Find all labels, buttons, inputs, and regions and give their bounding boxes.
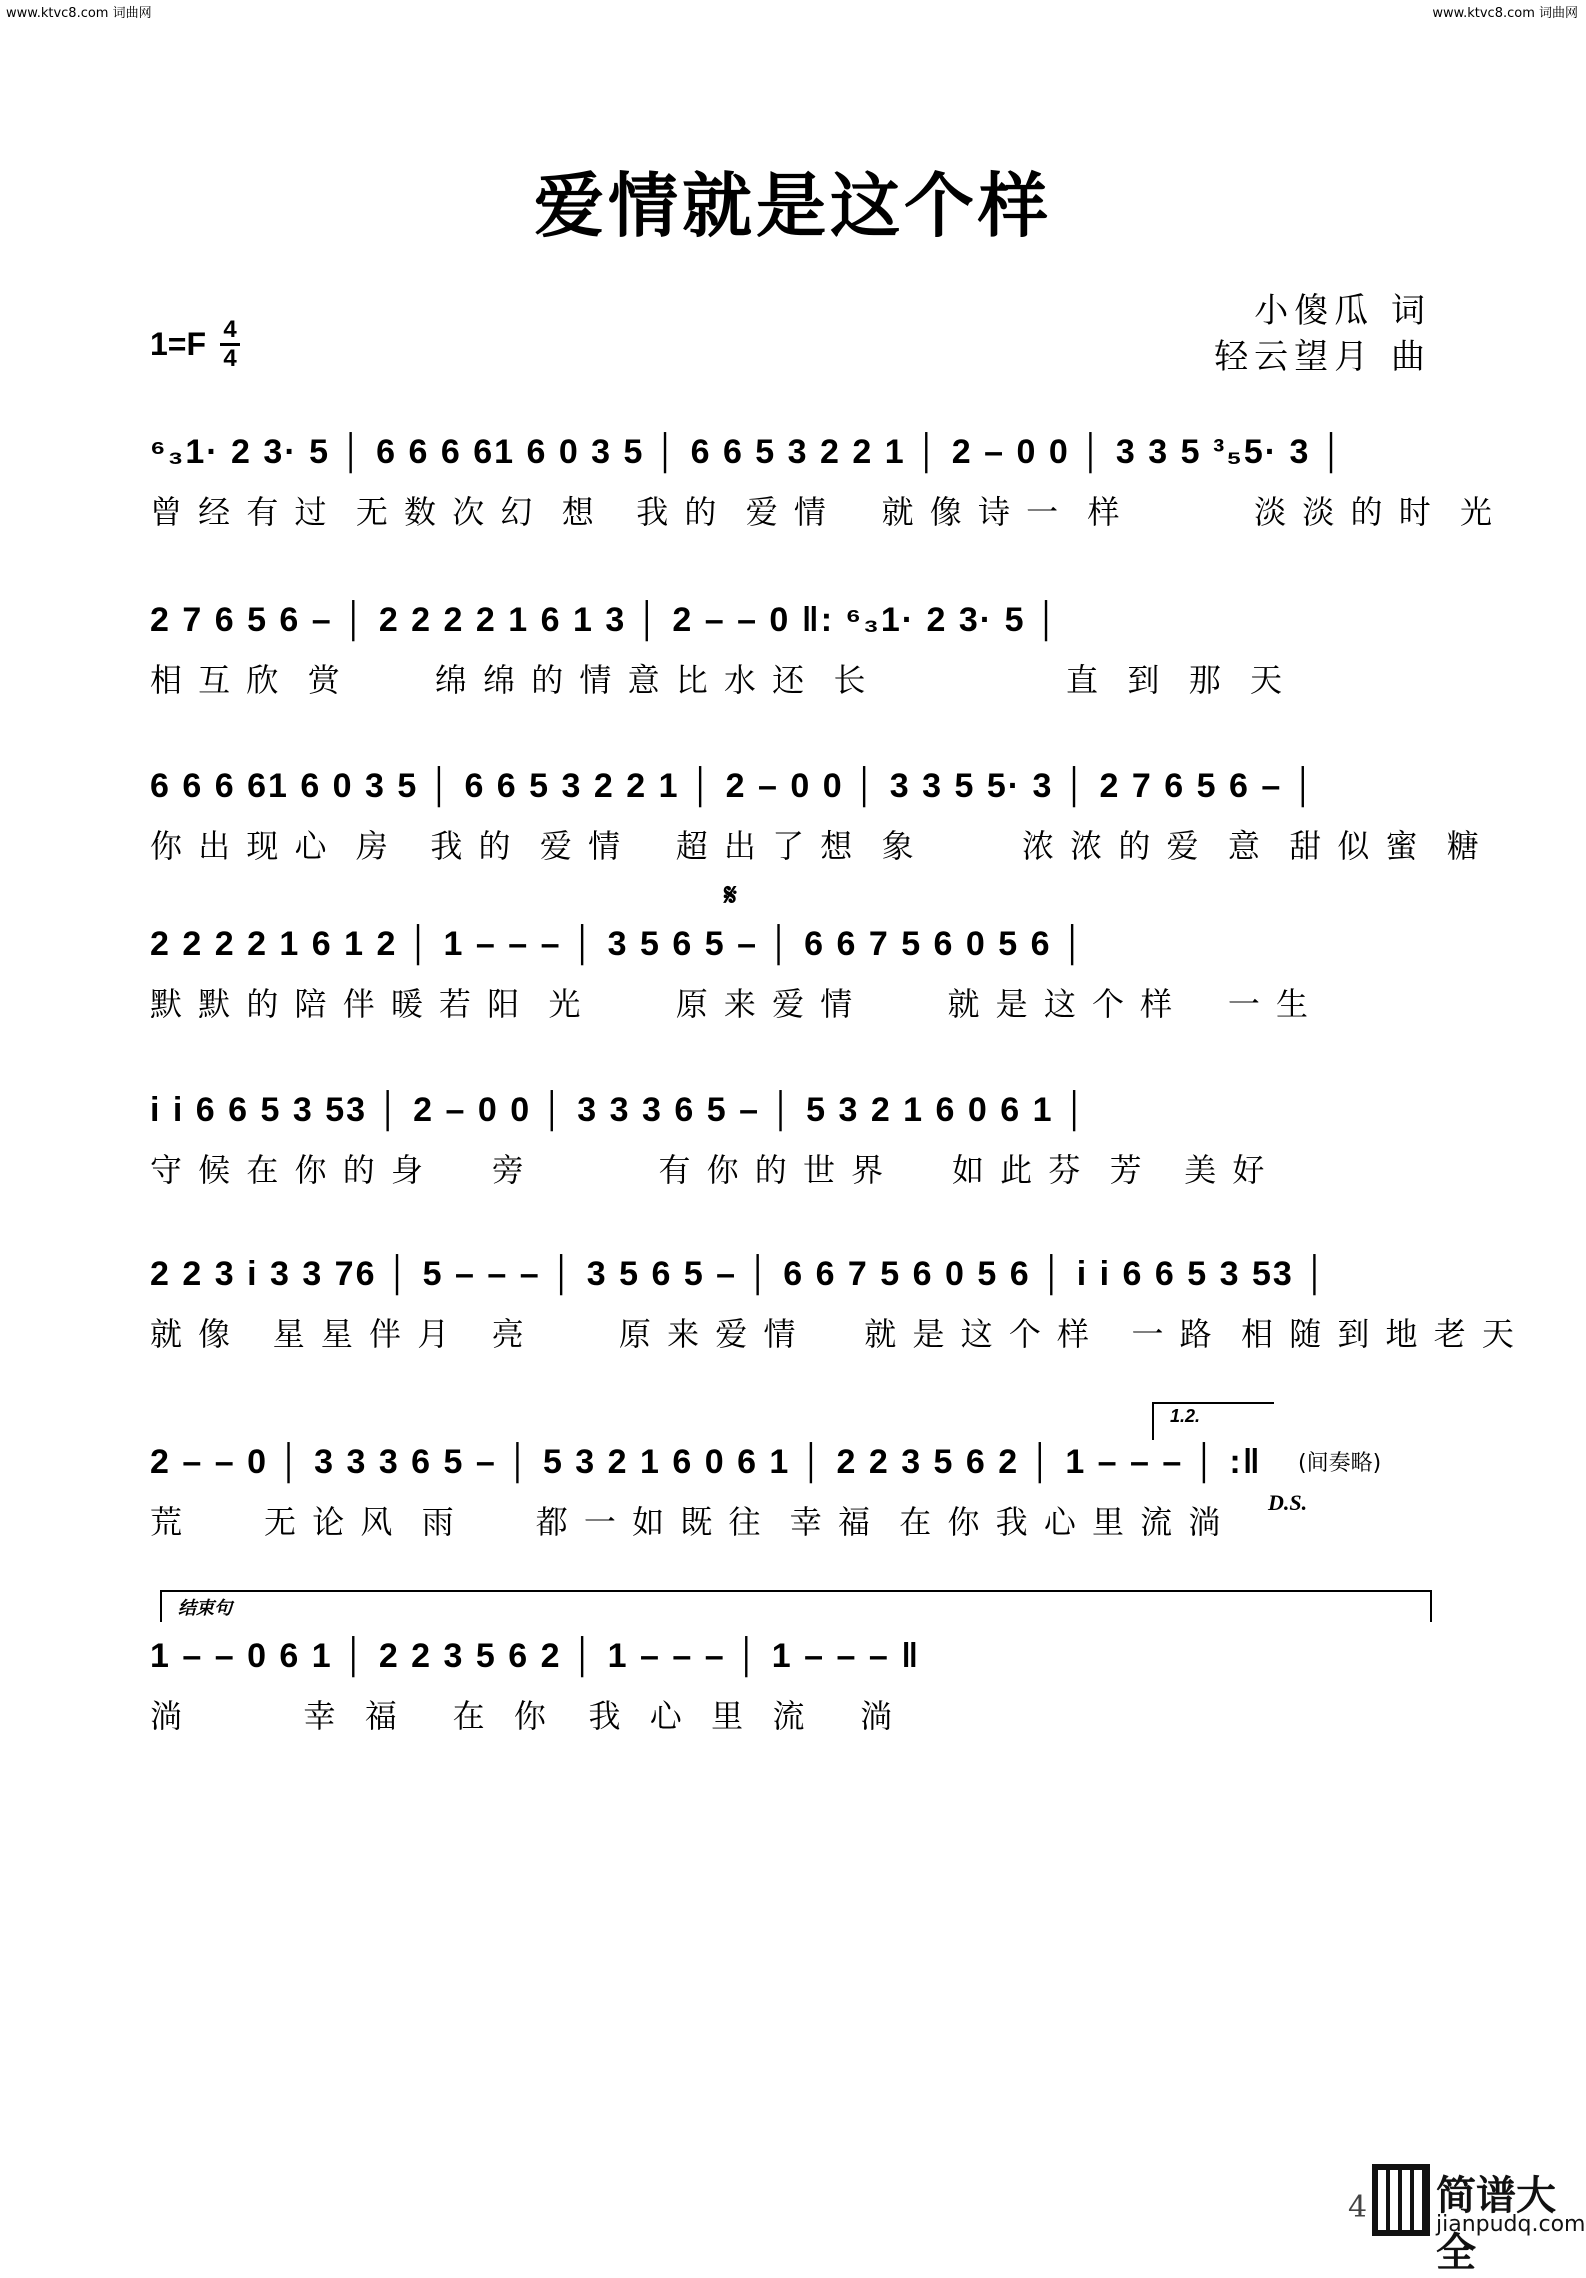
page-number: 4 [1348, 2190, 1368, 2225]
score-row-2 [150, 596, 1440, 702]
notes-line: ⁶₃1· 2 3· 5 │ 6 6 6 61 6 0 3 5 │ 6 6 5 3 2 2 1 │ 2 – 0 0 │ 3 3 5 ³₅5· 3 │ [150, 433, 1346, 471]
dal-segno-mark: D.S. [1268, 1490, 1308, 1515]
ending-label: 结束句 [178, 1598, 232, 1618]
lyrics-line: 荒 无 论 风 雨 都 一 如 既 往 幸 福 在 你 我 心 里 流 淌 [150, 1503, 1224, 1541]
score-row-5 [150, 1086, 1440, 1192]
notes-line: 6 6 6 61 6 0 3 5 │ 6 6 5 3 2 2 1 │ 2 – 0 0 │ 3 3 5 5· 3 │ 2 7 6 5 6 – │ [150, 767, 1317, 805]
score-row-3 [150, 762, 1482, 868]
notes-line: i i 6 6 5 3 53 │ 2 – 0 0 │ 3 3 3 6 5 – │ 5 3 2 1 6 0 6 1 │ [150, 1091, 1089, 1129]
notes-line: 2 – – 0 │ 3 3 3 6 5 – │ 5 3 2 1 6 0 6 1 │ 2 2 3 5 6 2 │ 1 – – – │ :‖ [150, 1443, 1262, 1481]
score-row-4 [150, 920, 1440, 1026]
lyrics-line: 淌 幸 福 在 你 我 心 里 流 淌 [150, 1697, 896, 1735]
score-row-7 [150, 1438, 1440, 1544]
lyrics-line: 就 像 星 星 伴 月 亮 原 来 爱 情 就 是 这 个 样 一 路 相 随 到 地 老 天 [150, 1315, 1517, 1353]
lyrics-line: 曾 经 有 过 无 数 次 幻 想 我 的 爱 情 就 像 诗 一 样 淡 淡 的 时 光 [150, 493, 1496, 531]
interlude-note: (间奏略) [1298, 1451, 1382, 1476]
logo-text: 简谱大全 [1436, 2173, 1556, 2276]
segno-sign: 𝄋 [724, 878, 737, 913]
lyricist-credit: 小傻瓜 词 [1254, 291, 1431, 331]
ending-bracket [160, 1590, 1432, 1622]
time-bottom: 4 [223, 345, 237, 372]
key-signature [150, 318, 240, 371]
header-right-site: www.ktvc8.com 词曲网 [1432, 6, 1578, 21]
lyrics-line: 默 默 的 陪 伴 暖 若 阳 光 原 来 爱 情 就 是 这 个 样 一 生 [150, 985, 1312, 1023]
lyrics-line: 你 出 现 心 房 我 的 爱 情 超 出 了 想 象 浓 浓 的 爱 意 甜 似 蜜 糖 [150, 827, 1482, 865]
song-title: 爱情就是这个样 [534, 164, 1052, 247]
lyrics-line: 相 互 欣 赏 绵 绵 的 情 意 比 水 还 长 直 到 那 天 [150, 661, 1286, 699]
composer-credit: 轻云望月 曲 [1214, 337, 1431, 377]
volta-label: 1.2. [1170, 1406, 1201, 1426]
time-top: 4 [223, 316, 237, 343]
notes-line: 2 7 6 5 6 – │ 2 2 2 2 1 6 1 3 │ 2 – – 0 ‖: ⁶₃1· 2 3· 5 │ [150, 601, 1061, 639]
logo-url: jianpudq.com [1436, 2212, 1586, 2237]
credits [1214, 288, 1431, 380]
notes-line: 2 2 3 i 3 3 76 │ 5 – – – │ 3 5 6 5 – │ 6 6 7 5 6 0 5 6 │ i i 6 6 5 3 53 │ [150, 1255, 1329, 1293]
score-row-6 [150, 1250, 1517, 1356]
key-label: 1=F [150, 326, 207, 362]
score-row-8 [150, 1632, 1440, 1738]
score-row-1 [150, 428, 1496, 534]
time-signature [220, 318, 240, 371]
notes-line: 2 2 2 2 1 6 1 2 │ 1 – – – │ 3 5 6 5 – │ 6 6 7 5 6 0 5 6 │ [150, 925, 1087, 963]
header-left-site: www.ktvc8.com 词曲网 [6, 6, 152, 21]
notes-line: 1 – – 0 6 1 │ 2 2 3 5 6 2 │ 1 – – – │ 1 – – – ‖ [150, 1637, 921, 1675]
lyrics-line: 守 候 在 你 的 身 旁 有 你 的 世 界 如 此 芬 芳 美 好 [150, 1151, 1268, 1189]
